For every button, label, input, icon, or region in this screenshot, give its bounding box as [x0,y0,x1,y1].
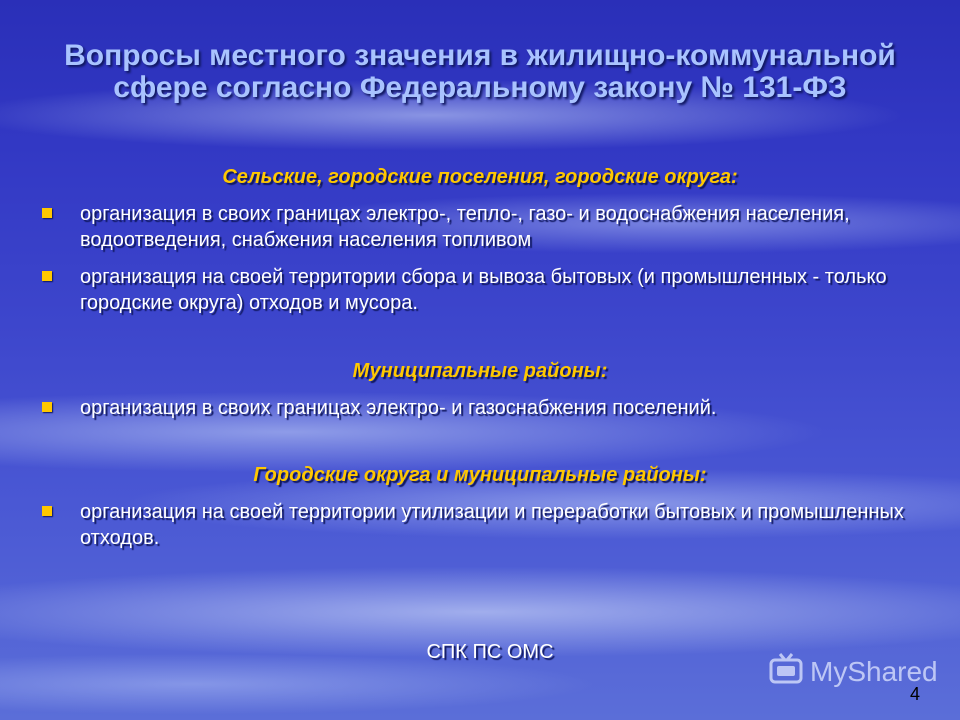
list-item-text: организация на своей территории сбора и вывоза бытовых (и промышленных - только городские округа) отходов и мусора. [80,266,887,314]
tv-icon [768,652,804,693]
list-item-text: организация в своих границах электро- и газоснабжения поселений. [80,397,717,419]
section-heading-settlements: Сельские, городские поселения, городские округа: [222,166,738,188]
list-item-text: организация на своей территории утилизации и переработки бытовых и промышленных отходов. [80,501,904,549]
bullet-marker [42,208,52,218]
slide-title: Вопросы местного значения в жилищно-коммунальной сфере согласно Федеральному закону № 131-ФЗ [64,39,896,104]
section-heading-urban-and-districts: Городские округа и муниципальные районы: [253,464,707,486]
list-item-text: организация в своих границах электро-, тепло-, газо- и водоснабжения населения, водоотведения, снабжения населения топливом [80,203,850,251]
footer-text: СПК ПС ОМС [426,641,554,663]
bullet-marker [42,402,52,412]
list-item [42,264,912,316]
list-item [42,395,912,421]
bullet-marker [42,506,52,516]
list-item [42,201,912,253]
watermark-text: MyShared [810,656,938,687]
list-item [42,499,912,551]
section-heading-municipal-districts: Муниципальные районы: [352,360,608,382]
bullet-marker [42,271,52,281]
page-number: 4 [909,684,920,704]
